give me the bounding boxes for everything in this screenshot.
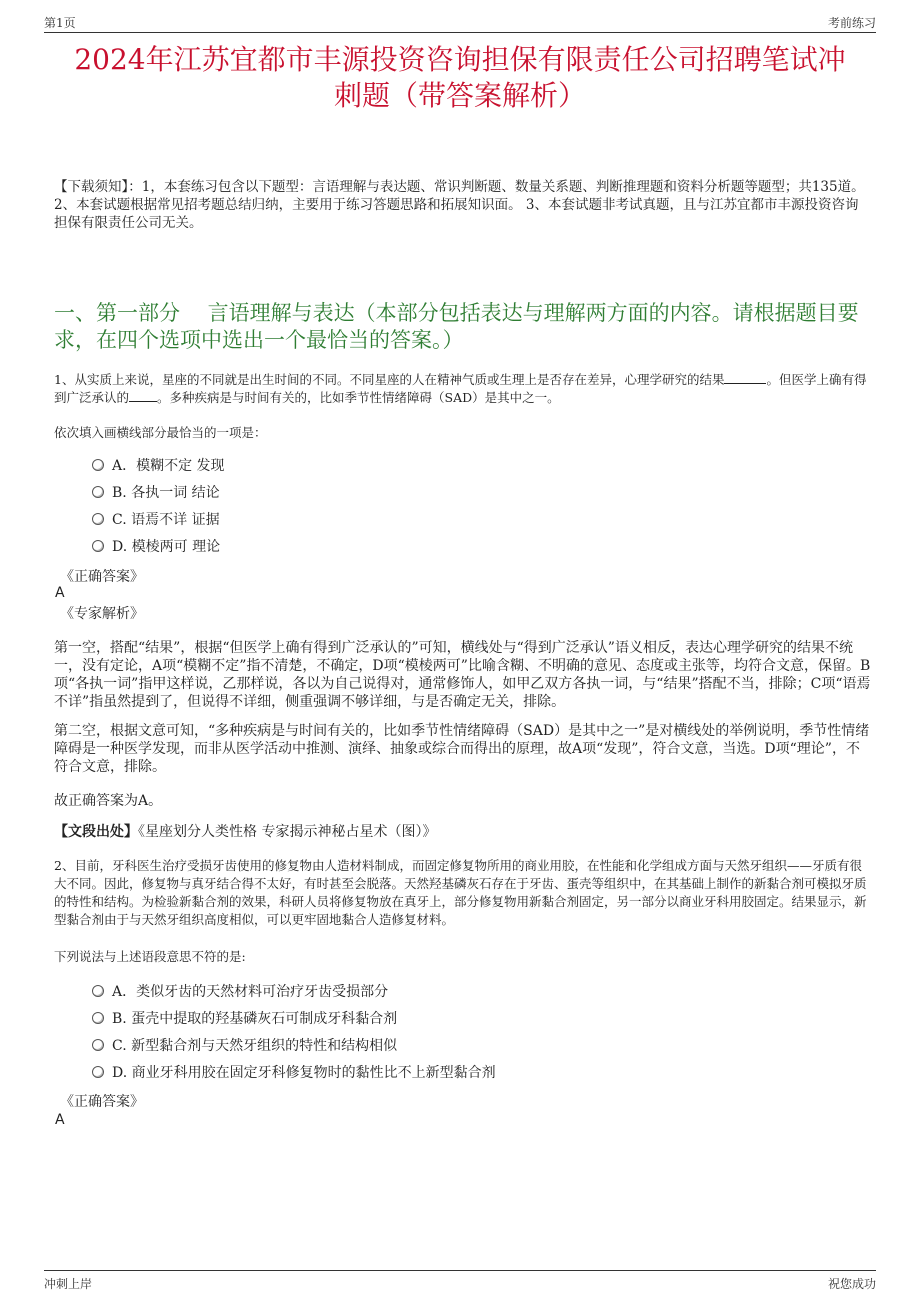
q1-option-a[interactable] <box>92 456 225 476</box>
radio-icon[interactable] <box>92 1039 104 1051</box>
q1-option-b[interactable] <box>92 483 220 503</box>
radio-icon[interactable] <box>92 513 104 525</box>
q2-answer-label: 《正确答案》 <box>60 1094 144 1110</box>
q1-stem-part-a: 1、从实质上来说，星座的不同就是出生时间的不同。不同星座的人在精神气质或生理上是否存在差异，心理学研究的结果 <box>54 372 725 387</box>
q2-prompt: 下列说法与上述语段意思不符的是: <box>54 949 246 964</box>
question-1-stem <box>54 371 872 407</box>
download-notice: 【下载须知】：1，本套练习包含以下题型：言语理解与表达题、常识判断题、数量关系题、判断推理题和资料分析题等题型；共135道。 2、本套试题根据常见招考题总结归纳，主要用于练习答题思路和拓展知识面。 3、本套试题非考试真题，且与江苏宜都市丰源投资咨询担保有限责任公司无关。 <box>54 179 865 231</box>
section-heading: 一、第一部分 言语理解与表达（本部分包括表达与理解两方面的内容。请根据题目要求，在四个选项中选出一个最恰当的答案。） <box>54 301 859 352</box>
radio-icon[interactable] <box>92 985 104 997</box>
q2-option-c[interactable] <box>92 1036 397 1056</box>
q1-blank-2 <box>129 389 157 402</box>
page-header <box>44 10 876 33</box>
q1-analysis-paragraph-1: 第一空，搭配“结果”，根据“但医学上确有得到广泛承认的”可知，横线处与“得到广泛承认”语义相反，表达心理学研究的结果不统一，没有定论，A项“模糊不定”指不清楚，不确定，D项“模棱两可”比喻含糊、不明确的意见、态度或主张等，均符合文意，保留。B项“各执一词”指甲这样说，乙那样说，各以为自己说得对，通常修饰人，如甲乙双方各执一词，与“结果”搭配不当，排除；C项“语焉不详”指虽然提到了，但说得不详细，侧重强调不够详细，与是否确定无关，排除。 <box>54 640 871 710</box>
q2-answer: A <box>55 1112 65 1128</box>
q1-analysis-paragraph-2: 第二空，根据文意可知，“多种疾病是与时间有关的，比如季节性情绪障碍（SAD）是其中之一”是对横线处的举例说明，季节性情绪障碍是一种医学发现，而非从医学活动中推测、演绎、抽象或综合而得出的原理，故A项“发现”，符合文意，当选。D项“理论”，不符合文意，排除。 <box>54 723 870 775</box>
q1-option-d[interactable] <box>92 537 220 557</box>
q1-source-label: 【文段出处】 <box>54 824 138 840</box>
q1-answer-label: 《正确答案》 <box>60 569 144 585</box>
q1-analysis-label: 《专家解析》 <box>60 606 144 622</box>
q1-option-d-label: D. 模棱两可 理论 <box>112 539 221 555</box>
title-line-2: 刺题（带答案解析） <box>333 79 586 112</box>
radio-icon[interactable] <box>92 1012 104 1024</box>
q1-stem-part-b: 。但医学上确有得到广泛承认的 <box>54 372 867 405</box>
document-title <box>30 42 890 114</box>
radio-icon[interactable] <box>92 459 104 471</box>
q1-source <box>54 823 872 841</box>
q1-option-c[interactable] <box>92 510 220 530</box>
q1-stem-part-c: 。多种疾病是与时间有关的，比如季节性情绪障碍（SAD）是其中之一。 <box>157 390 560 405</box>
page-number: 第1页 <box>44 16 76 30</box>
radio-icon[interactable] <box>92 1066 104 1078</box>
q2-option-b-label: B. 蛋壳中提取的羟基磷灰石可制成牙科黏合剂 <box>112 1011 398 1027</box>
q2-option-d[interactable] <box>92 1063 496 1083</box>
q1-answer: A <box>55 585 65 601</box>
radio-icon[interactable] <box>92 486 104 498</box>
q1-prompt: 依次填入画横线部分最恰当的一项是： <box>54 425 267 440</box>
q2-option-a[interactable] <box>92 982 388 1002</box>
q1-blank-1 <box>724 371 766 384</box>
header-tag: 考前练习 <box>827 16 876 30</box>
q1-option-b-label: B. 各执一词 结论 <box>112 485 220 501</box>
question-2-stem: 2、目前，牙科医生治疗受损牙齿使用的修复物由人造材料制成，而固定修复物所用的商业用胶，在性能和化学组成方面与天然牙组织——牙质有很大不同。因此，修复物与真牙结合得不太好，有时甚至会脱落。天然羟基磷灰石存在于牙齿、蛋壳等组织中，在其基础上制作的新黏合剂可模拟牙质的特性和结构。为检验新黏合剂的效果，科研人员将修复物放在真牙上，部分修复物用新黏合剂固定，另一部分以商业牙科用胶固定。结果显示，新型黏合剂由于与天然牙组织高度相似，可以更牢固地黏合人造修复材料。 <box>54 858 867 927</box>
q2-option-c-label: C. 新型黏合剂与天然牙组织的特性和结构相似 <box>112 1038 398 1054</box>
q1-option-c-label: C. 语焉不详 证据 <box>112 512 220 528</box>
footer-left-text: 冲刺上岸 <box>44 1277 93 1291</box>
q1-source-text: 《星座划分人类性格 专家揭示神秘占星术（图）》 <box>138 824 437 840</box>
q1-option-a-label: A．模糊不定 发现 <box>112 458 225 474</box>
q1-conclusion: 故正确答案为A。 <box>54 793 163 809</box>
page-footer <box>44 1270 876 1295</box>
footer-right-text: 祝您成功 <box>827 1277 876 1291</box>
q2-option-a-label: A．类似牙齿的天然材料可治疗牙齿受损部分 <box>112 984 389 1000</box>
q2-option-b[interactable] <box>92 1009 397 1029</box>
title-line-1: 2024年江苏宜都市丰源投资咨询担保有限责任公司招聘笔试冲 <box>74 43 846 76</box>
q2-option-d-label: D. 商业牙科用胶在固定牙科修复物时的黏性比不上新型黏合剂 <box>112 1065 496 1081</box>
radio-icon[interactable] <box>92 540 104 552</box>
